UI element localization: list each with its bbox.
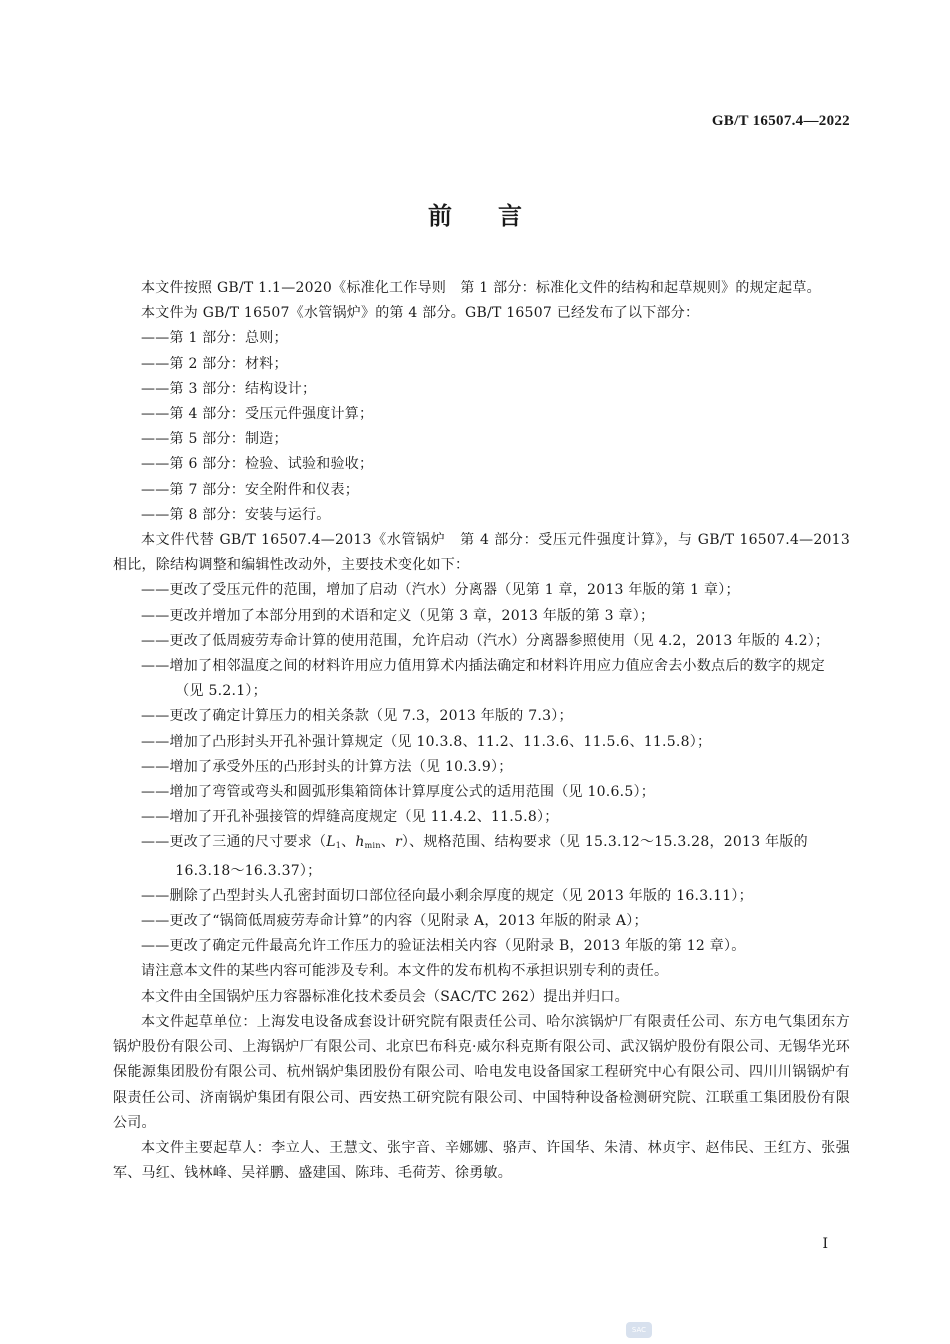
change-list-item: ——更改了受压元件的范围，增加了启动（汽水）分离器（见第 1 章，2013 年版的第 1 章）；	[141, 582, 740, 599]
change-list-item: ——更改了“锅筒低周疲劳寿命计算”的内容（见附录 A，2013 年版的附录 A）；	[141, 913, 648, 930]
part-list-item: ——第 7 部分：安全附件和仪表；	[141, 481, 360, 498]
tee-separator: 、	[341, 834, 356, 851]
change-list-item: ——增加了相邻温度之间的材料许用应力值用算术内插法确定和材料许用应力值应舍去小数点后的数字的规定（见 5.2.1）；	[141, 658, 825, 700]
var-h-subscript: min	[364, 841, 381, 851]
change-list-item: ——删除了凸型封头人孔密封面切口部位径向最小剩余厚度的规定（见 2013 年版的 16.3.11）；	[141, 887, 753, 904]
change-list-item: ——增加了弯管或弯头和圆弧形集箱筒体计算厚度公式的适用范围（见 10.6.5）；	[141, 784, 655, 801]
part-list-item: ——第 1 部分：总则；	[141, 330, 288, 347]
part-list-item: ——第 5 部分：制造；	[141, 431, 288, 448]
drafters-paragraph: 本文件主要起草人：李立人、王慧文、张宇音、辛娜娜、骆声、许国华、朱清、林贞宇、赵伟民、王红方、张强军、马红、钱林峰、吴祥鹏、盛建国、陈玮、毛荷芳、徐勇敏。	[113, 1139, 850, 1182]
var-l: L	[326, 834, 336, 851]
part-list-item: ——第 6 部分：检验、试验和验收；	[141, 456, 374, 473]
foreword-body	[113, 276, 850, 1186]
change-list-item: ——更改了确定元件最高允许工作压力的验证法相关内容（见附录 B，2013 年版的第 12 章）。	[141, 938, 746, 955]
change-list-item: ——增加了开孔补强接管的焊缝高度规定（见 11.4.2、11.5.8）；	[141, 809, 559, 826]
standard-code: GB/T 16507.4—2022	[711, 113, 850, 129]
intro-paragraph: 本文件为 GB/T 16507《水管锅炉》的第 4 部分。GB/T 16507 已经发布了以下部分：	[141, 305, 700, 322]
change-list-item: ——更改了低周疲劳寿命计算的使用范围，允许启动（汽水）分离器参照使用（见 4.2，2013 年版的 4.2）；	[141, 632, 830, 649]
page-title: 前言	[428, 201, 568, 230]
replacement-paragraph: 本文件代替 GB/T 16507.4—2013《水管锅炉 第 4 部分：受压元件强度计算》，与 GB/T 16507.4—2013 相比，除结构调整和编辑性改动外，主要技术变化如下：	[113, 532, 850, 574]
change-list-item-tee	[141, 830, 850, 883]
change-list-item: ——增加了凸形封头开孔补强计算规定（见 10.3.8、11.2、11.3.6、11.5.6、11.5.8）；	[141, 733, 712, 750]
sac-watermark-logo: SAC	[626, 1322, 652, 1338]
patent-notice: 请注意本文件的某些内容可能涉及专利。本文件的发布机构不承担识别专利的责任。	[141, 963, 669, 980]
change-list-item: ——更改了确定计算压力的相关条款（见 7.3，2013 年版的 7.3）；	[141, 708, 573, 725]
change-list-item: ——增加了承受外压的凸形封头的计算方法（见 10.3.9）；	[141, 758, 513, 775]
page-number: Ⅰ	[822, 1236, 828, 1252]
var-h: h	[355, 834, 365, 851]
part-list-item: ——第 2 部分：材料；	[141, 355, 288, 372]
intro-paragraph: 本文件按照 GB/T 1.1—2020《标准化工作导则 第 1 部分：标准化文件的结构和起草规则》的规定起草。	[141, 280, 821, 296]
committee-paragraph: 本文件由全国锅炉压力容器标准化技术委员会（SAC/TC 262）提出并归口。	[141, 988, 629, 1005]
tee-separator: 、	[380, 834, 395, 851]
part-list-item: ——第 8 部分：安装与运行。	[141, 506, 331, 523]
part-list-item: ——第 4 部分：受压元件强度计算；	[141, 406, 374, 423]
tee-prefix: ——更改了三通的尺寸要求（	[141, 834, 327, 851]
change-list-item: ——更改并增加了本部分用到的术语和定义（见第 3 章，2013 年版的第 3 章）；	[141, 607, 655, 624]
var-r: r	[394, 834, 402, 851]
part-list-item: ——第 3 部分：结构设计；	[141, 380, 317, 397]
drafting-units-paragraph: 本文件起草单位：上海发电设备成套设计研究院有限责任公司、哈尔滨锅炉厂有限责任公司、东方电气集团东方锅炉股份有限公司、上海锅炉厂有限公司、北京巴布科克·威尔科克斯有限公司、武汉锅炉股份有限公司、无锡华光环保能源集团股份有限公司、杭州锅炉集团股份有限公司、哈电发电设备国家工程研究中心有限公司、四川川锅锅炉有限责任公司、济南锅炉集团有限公司、西安热工研究院有限公司、中国特种设备检测研究院、江联重工集团股份有限公司。	[113, 1013, 850, 1131]
var-l-subscript: 1	[335, 841, 342, 851]
tee-suffix: ）、规格范围、结构要求（见 15.3.12～15.3.28，2013 年版的 16.3.18～16.3.37）；	[175, 834, 808, 879]
